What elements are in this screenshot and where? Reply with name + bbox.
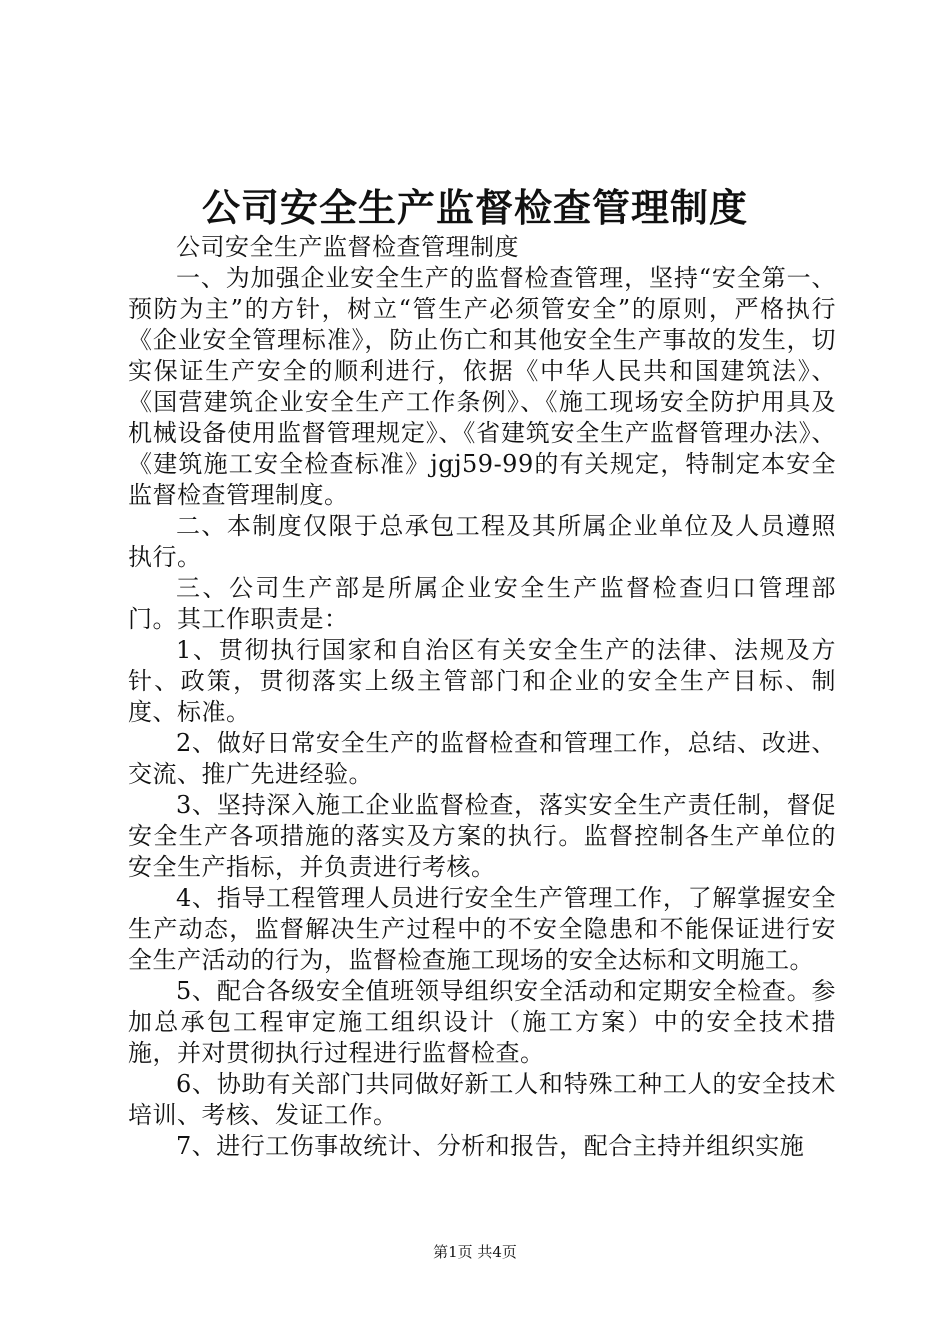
paragraph-duty-6: 6、协助有关部门共同做好新工人和特殊工种工人的安全技术培训、考核、发证工作。: [128, 1070, 836, 1129]
paragraph-duty-3: 3、坚持深入施工企业监督检查，落实安全生产责任制，督促安全生产各项措施的落实及方案的执行。监督控制各生产单位的安全生产指标，并负责进行考核。: [128, 791, 836, 881]
paragraph-duty-5: 5、配合各级安全值班领导组织安全活动和定期安全检查。参加总承包工程审定施工组织设计（施工方案）中的安全技术措施，并对贯彻执行过程进行监督检查。: [128, 977, 836, 1067]
page-number-footer: 第1页 共4页: [433, 1243, 517, 1261]
paragraph-article-2: 二、本制度仅限于总承包工程及其所属企业单位及人员遵照执行。: [128, 512, 836, 571]
paragraph-article-3: 三、公司生产部是所属企业安全生产监督检查归口管理部门。其工作职责是：: [128, 574, 836, 633]
document-title: 公司安全生产监督检查管理制度: [201, 185, 748, 230]
paragraph-duty-7: 7、进行工伤事故统计、分析和报告，配合主持并组织实施: [176, 1132, 805, 1160]
paragraph-duty-4: 4、指导工程管理人员进行安全生产管理工作，了解掌握安全生产动态，监督解决生产过程中的不安全隐患和不能保证进行安全生产活动的行为，监督检查施工现场的安全达标和文明施工。: [128, 884, 836, 974]
paragraph-heading-repeat: 公司安全生产监督检查管理制度: [176, 233, 519, 261]
paragraph-duty-2: 2、做好日常安全生产的监督检查和管理工作，总结、改进、交流、推广先进经验。: [128, 729, 836, 788]
document-body: [128, 232, 836, 1162]
paragraph-article-1: 一、为加强企业安全生产的监督检查管理，坚持“安全第一、预防为主”的方针，树立“管生产必须管安全”的原则，严格执行《企业安全管理标准》，防止伤亡和其他安全生产事故的发生，切实保证生产安全的顺利进行，依据《中华人民共和国建筑法》、《国营建筑企业安全生产工作条例》、《施工现场安全防护用具及机械设备使用监督管理规定》、《省建筑安全生产监督管理办法》、《建筑施工安全检查标准》jgj59-99的有关规定，特制定本安全监督检查管理制度。: [128, 264, 836, 509]
paragraph-duty-1: 1、贯彻执行国家和自治区有关安全生产的法律、法规及方针、政策，贯彻落实上级主管部门和企业的安全生产目标、制度、标准。: [128, 636, 836, 726]
